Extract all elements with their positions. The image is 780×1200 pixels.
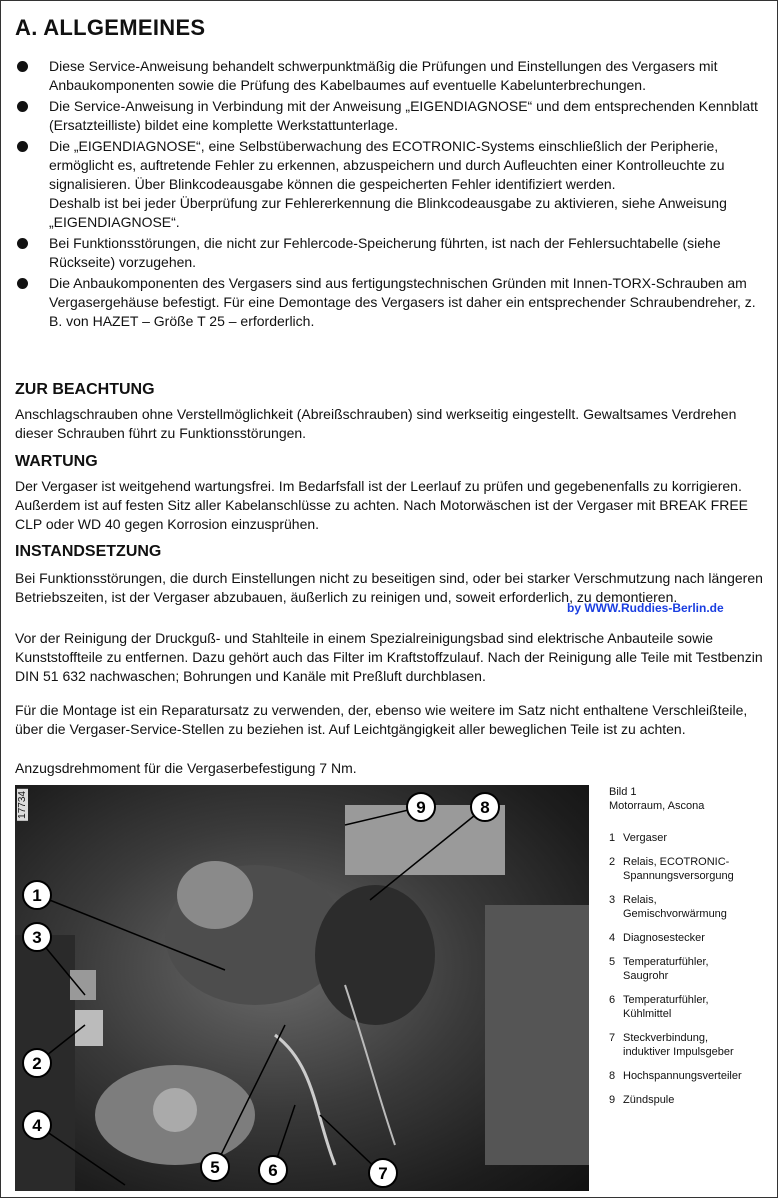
- relay-shape: [75, 1010, 103, 1046]
- credit-link[interactable]: by WWW.Ruddies-Berlin.de: [567, 601, 724, 615]
- legend-item: [609, 1069, 777, 1083]
- paragraph-instandsetzung-4: Anzugsdrehmoment für die Vergaserbefestigung 7 Nm.: [15, 760, 357, 776]
- legend-text: Temperaturfühler, Kühlmittel: [623, 994, 709, 1020]
- paragraph-zur-beachtung: Anschlagschrauben ohne Verstellmöglichkeit (Abreißschrauben) sind werkseitig eingestellt. Gewaltsames Verdrehen dieser Schrauben führt zu Funktionsstörungen.: [15, 406, 737, 441]
- callout-4: [23, 1111, 51, 1139]
- paragraph-wartung: Der Vergaser ist weitgehend wartungsfrei. Im Bedarfsfall ist der Leerlauf zu prüfen und gegebenenfalls zu korrigieren. Außerdem ist auf festen Sitz aller Kabelanschlüsse zu achten. Nach Motorwäschen ist der Vergaser mit BREAK FREE CLP oder WD 40 gegen Korrosion einzusprühen.: [15, 478, 748, 532]
- bullet-item: [15, 57, 767, 95]
- bullet-text: Die Service-Anweisung in Verbindung mit der Anweisung „EIGENDIAGNOSE“ und dem entsprechenden Kennblatt (Ersatzteilliste) bildet eine komplette Werkstattunterlage.: [49, 98, 758, 133]
- legend-item: [609, 1031, 777, 1059]
- callout-1: [23, 881, 51, 909]
- callout-label: 8: [480, 798, 490, 817]
- strut-mount-shape: [153, 1088, 197, 1132]
- legend-number: 1: [609, 832, 616, 844]
- legend-text: Vergaser: [623, 832, 668, 844]
- callout-5: [201, 1153, 229, 1181]
- cable-shape: [275, 1035, 335, 1165]
- bullet-text: Die „EIGENDIAGNOSE“, eine Selbstüberwachung des ECOTRONIC-Systems einschließlich der Peripherie, ermöglicht es, auftretende Fehler zu erkennen, abzuspeichern und durch Aufleuchten einer Kontrolleuchte zu signalisieren. Über Blinkcodeausgabe können die gespeicherten Fehler identifiziert werden.: [49, 138, 725, 192]
- callout-2: [23, 1049, 51, 1077]
- fender-right-shape: [485, 905, 589, 1165]
- legend-number: 4: [609, 932, 616, 944]
- heading-zur-beachtung: ZUR BEACHTUNG: [15, 381, 155, 398]
- air-filter-shape: [177, 861, 253, 929]
- distributor-area-shape: [315, 885, 435, 1025]
- legend-item: [609, 831, 777, 845]
- legend-item: [609, 955, 777, 983]
- callout-label: 1: [32, 886, 42, 905]
- legend-number: 8: [609, 1070, 616, 1082]
- legend-text: Relais, Gemischvorwärmung: [623, 894, 727, 920]
- bullet-item: [15, 137, 767, 232]
- page-title: A. ALLGEMEINES: [15, 15, 206, 40]
- figure-title: Bild 1: [609, 786, 637, 798]
- callout-3: [23, 923, 51, 951]
- paragraph-instandsetzung-2: Vor der Reinigung der Druckguß- und Stahlteile in einem Spezialreinigungsbad sind elektrische Anbauteile sowie Kunststoffteile zu entfernen. Dazu gehört auch das Filter im Kraftstoffzulauf. Nach der Reinigung alle Teile mit Testbenzin DIN 51 632 nachwaschen; Bohrungen und Kanäle mit Preßluft durchblasen.: [15, 630, 763, 684]
- legend-item: [609, 855, 777, 883]
- bullet-item: [15, 234, 767, 272]
- callout-7: [369, 1159, 397, 1187]
- legend-text: Relais, ECOTRONIC- Spannungsversorgung: [623, 856, 734, 882]
- bullet-text: Diese Service-Anweisung behandelt schwerpunktmäßig die Prüfungen und Einstellungen des Vergasers mit Anbaukomponenten sowie die Prüfung des Kabelbaumes auf eventuelle Kabelunterbrechungen.: [49, 58, 718, 93]
- legend-number: 5: [609, 956, 616, 968]
- heading-wartung: WARTUNG: [15, 453, 98, 470]
- callout-label: 4: [32, 1116, 42, 1135]
- legend-text: Diagnosestecker: [623, 932, 705, 944]
- paragraph-instandsetzung-1: Bei Funktionsstörungen, die durch Einstellungen nicht zu beseitigen sind, oder bei starker Verschmutzung nach längeren Betriebszeiten, ist der Vergaser abzubauen, äußerlich zu reinigen und, soweit erforderlich, zu demontieren.: [15, 570, 763, 605]
- callout-label: 5: [210, 1158, 220, 1177]
- relay-shape: [70, 970, 96, 1000]
- bullet-text: Die Anbaukomponenten des Vergasers sind aus fertigungstechnischen Gründen mit Innen-TORX-Schrauben am Vergasergehäuse befestigt. Für eine Demontage des Vergasers ist daher ein entsprechender Schraubendreher, z. B. von HAZET – Größe T 25 – erforderlich.: [49, 275, 756, 329]
- callout-label: 2: [32, 1054, 42, 1073]
- legend-item: [609, 1093, 777, 1107]
- callout-9: [407, 793, 435, 821]
- bullet-dot-icon: [17, 278, 28, 289]
- bullet-item: [15, 97, 767, 135]
- film-code-label: 17734: [17, 791, 28, 819]
- bullet-text-continued: Deshalb ist bei jeder Überprüfung zur Fehlererkennung die Blinkcodeausgabe zu aktivieren, siehe Anweisung „EIGENDIAGNOSE“.: [49, 195, 727, 230]
- legend-text: Temperaturfühler, Saugrohr: [623, 956, 709, 982]
- legend-text: Hochspannungsverteiler: [623, 1070, 742, 1082]
- heading-instandsetzung: INSTANDSETZUNG: [15, 543, 162, 560]
- legend-text: Zündspule: [623, 1094, 675, 1106]
- legend-number: 7: [609, 1032, 616, 1044]
- legend-text: Steckverbindung, induktiver Impulsgeber: [623, 1032, 734, 1058]
- figure-caption: [609, 785, 777, 1117]
- callout-label: 9: [416, 798, 426, 817]
- callout-6: [259, 1156, 287, 1184]
- legend-item: [609, 931, 777, 945]
- legend-number: 9: [609, 1094, 616, 1106]
- legend-number: 6: [609, 994, 616, 1006]
- engine-bay-photo: [15, 785, 589, 1191]
- bullet-list: [15, 57, 767, 333]
- bullet-dot-icon: [17, 61, 28, 72]
- legend-item: [609, 993, 777, 1021]
- figure-subtitle: Motorraum, Ascona: [609, 800, 705, 812]
- bullet-dot-icon: [17, 141, 28, 152]
- callout-label: 6: [268, 1161, 278, 1180]
- paragraph-instandsetzung-3: Für die Montage ist ein Reparatursatz zu verwenden, der, ebenso wie weitere im Satz nicht enthaltene Verschleißteile, über die Vergaser-Service-Stellen zu beziehen ist. Auf Leichtgängigkeit aller beweglichen Teile ist zu achten.: [15, 702, 748, 737]
- callout-label: 7: [378, 1164, 388, 1183]
- bullet-item: [15, 274, 767, 331]
- figure-legend: [609, 831, 777, 1107]
- legend-item: [609, 893, 777, 921]
- bullet-dot-icon: [17, 101, 28, 112]
- legend-number: 3: [609, 894, 616, 906]
- bullet-text: Bei Funktionsstörungen, die nicht zur Fehlercode-Speicherung führten, ist nach der Fehlersuchtabelle (siehe Rückseite) vorzugehen.: [49, 235, 721, 270]
- callout-8: [471, 793, 499, 821]
- engine-bay-illustration: [15, 785, 589, 1191]
- bullet-dot-icon: [17, 238, 28, 249]
- legend-number: 2: [609, 856, 616, 868]
- callout-label: 3: [32, 928, 42, 947]
